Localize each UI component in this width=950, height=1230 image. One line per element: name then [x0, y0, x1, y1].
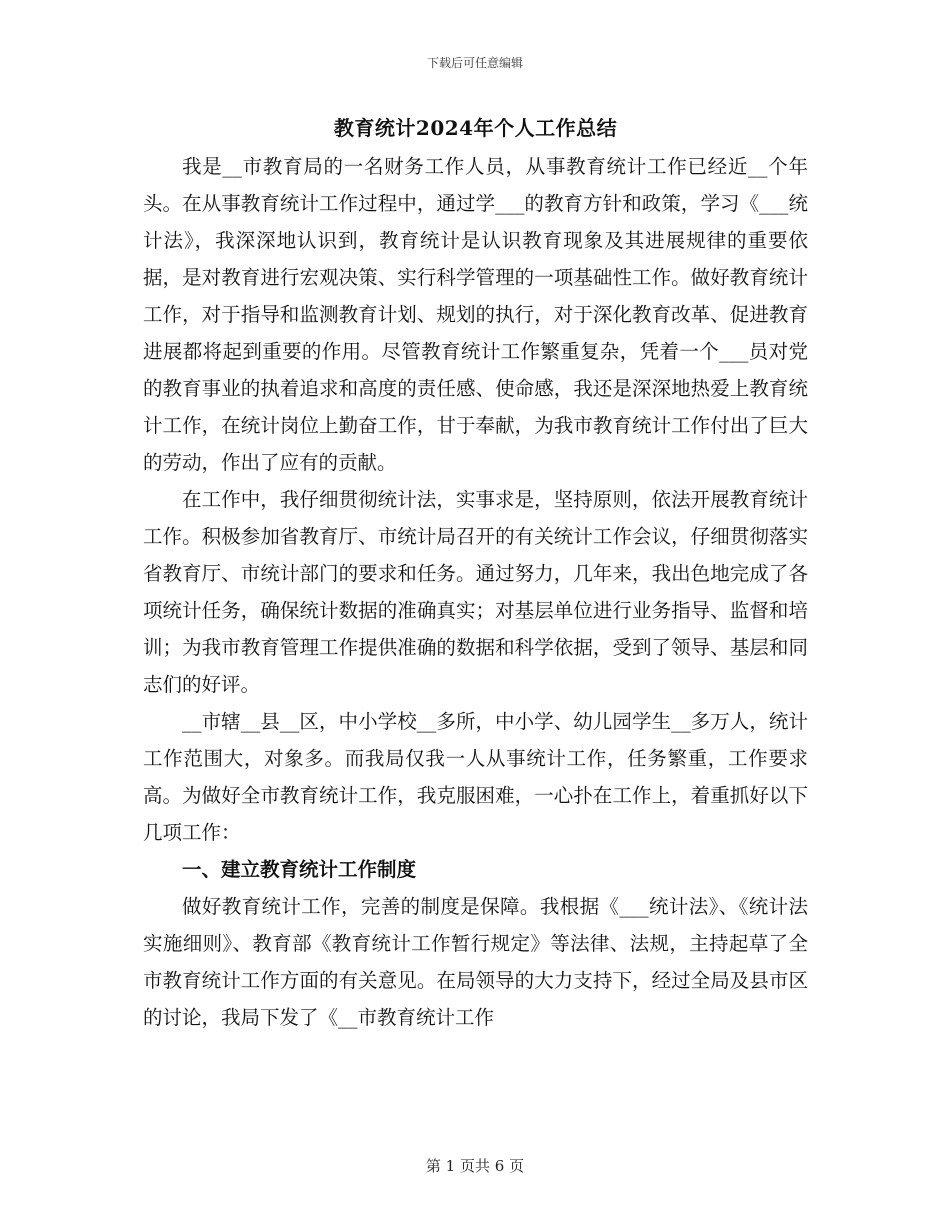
paragraph-work: 在工作中，我仔细贯彻统计法，实事求是，坚持原则，依法开展教育统计工作。积极参加省教育厅、市统计局召开的有关统计工作会议，仔细贯彻落实省教育厅、市统计部门的要求和任务。通过努力，几年来，我出色地完成了各项统计任务，确保统计数据的准确真实；对基层单位进行业务指导、监督和培训；为我市教育管理工作提供准确的数据和科学依据，受到了领导、基层和同志们的好评。 [143, 488, 808, 696]
page-number: 第 1 页共 6 页 [425, 1157, 525, 1175]
paragraph-system: 做好教育统计工作，完善的制度是保障。我根据《___统计法》、《统计法实施细则》、教育部《教育统计工作暂行规定》等法律、法规，主持起草了全市教育统计工作方面的有关意见。在局领导的大力支持下，经过全局及县市区的讨论，我局下发了《__市教育统计工作 [143, 895, 808, 1029]
document-body [143, 112, 808, 1036]
paragraph-intro: 我是__市教育局的一名财务工作人员，从事教育统计工作已经近__个年头。在从事教育统计工作过程中，通过学___的教育方针和政策，学习《___统计法》，我深深地认识到，教育统计是认识教育现象及其进展规律的重要依据，是对教育进行宏观决策、实行科学管理的一项基础性工作。做好教育统计工作，对于指导和监测教育计划、规划的执行，对于深化教育改革、促进教育进展都将起到重要的作用。尽管教育统计工作繁重复杂，凭着一个___员对党的教育事业的执着追求和高度的责任感、使命感，我还是深深地热爱上教育统计工作，在统计岗位上勤奋工作，甘于奉献，为我市教育统计工作付出了巨大的劳动，作出了应有的贡献。 [143, 155, 808, 474]
document-title: 教育统计2024年个人工作总结 [333, 116, 618, 140]
section-heading: 一、建立教育统计工作制度 [182, 858, 417, 881]
header-note: 下载后可任意编辑 [426, 56, 523, 70]
paragraph-scope: __市辖__县__区，中小学校__多所，中小学、幼儿园学生__多万人，统计工作范围大，对象多。而我局仅我一人从事统计工作，任务繁重，工作要求高。为做好全市教育统计工作，我克服困难，一心扑在工作上，着重抓好以下几项工作： [143, 710, 808, 844]
